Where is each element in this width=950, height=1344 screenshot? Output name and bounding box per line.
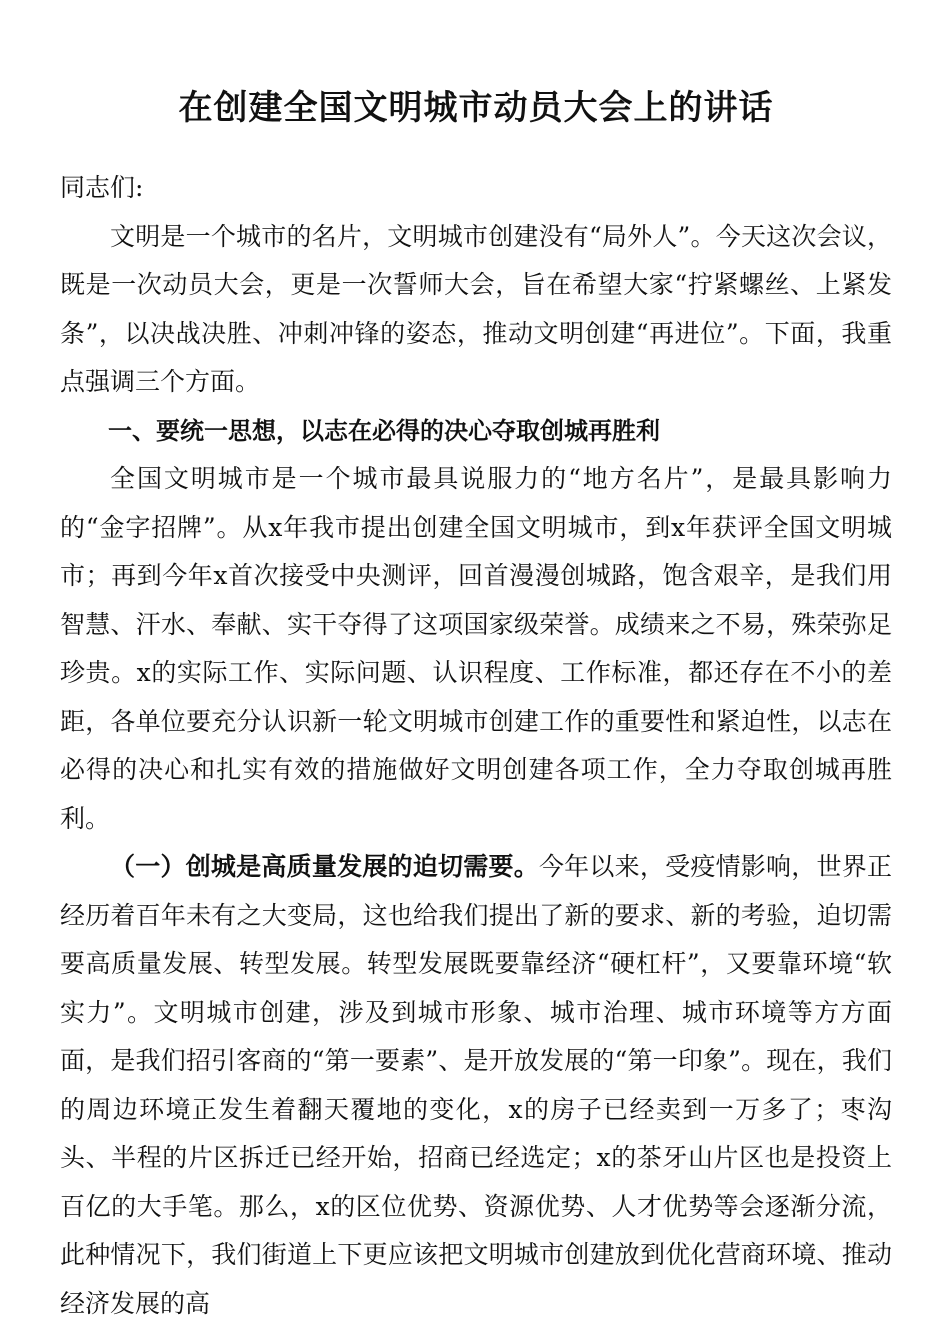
subsection-1-paragraph bbox=[60, 843, 892, 1328]
section-1-paragraph: 全国文明城市是一个城市最具说服力的“地方名片”，是最具影响力的“金字招牌”。从x年我市提出创建全国文明城市，到x年获评全国文明城市；再到今年x首次接受中央测评，回首漫漫创城路，饱含艰辛，是我们用智慧、汗水、奉献、实干夺得了这项国家级荣誉。成绩来之不易，殊荣弥足珍贵。x的实际工作、实际问题、认识程度、工作标准，都还存在不小的差距，各单位要充分认识新一轮文明城市创建工作的重要性和紧迫性，以志在必得的决心和扎实有效的措施做好文明创建各项工作，全力夺取创城再胜利。 bbox=[60, 464, 892, 833]
subsection-1-body: 今年以来，受疫情影响，世界正经历着百年未有之大变局，这也给我们提出了新的要求、新的考验，迫切需要高质量发展、转型发展。转型发展既要靠经济“硬杠杆”，又要靠环境“软实力”。文明城市创建，涉及到城市形象、城市治理、城市环境等方方面面，是我们招引客商的“第一要素”、是开放发展的“第一印象”。现在，我们的周边环境正发生着翻天覆地的变化，x的房子已经卖到一万多了；枣沟头、半程的片区拆迁已经开始，招商已经选定；x的茶牙山片区也是投资上百亿的大手笔。那么，x的区位优势、资源优势、人才优势等会逐渐分流，此种情况下，我们街道上下更应该把文明城市创建放到优化营商环境、推动经济发展的高 bbox=[60, 852, 892, 1318]
document-title: 在创建全国文明城市动员大会上的讲话 bbox=[178, 88, 774, 128]
section-heading-1: 一、要统一思想，以志在必得的决心夺取创城再胜利 bbox=[108, 416, 660, 445]
salutation: 同志们: bbox=[60, 173, 144, 202]
document-page bbox=[60, 80, 892, 1328]
subsection-1-lead: （一）创城是高质量发展的迫切需要。 bbox=[110, 852, 539, 881]
intro-paragraph: 文明是一个城市的名片，文明城市创建没有“局外人”。今天这次会议，既是一次动员大会，更是一次誓师大会，旨在希望大家“拧紧螺丝、上紧发条”，以决战决胜、冲刺冲锋的姿态，推动文明创建“再进位”。下面，我重点强调三个方面。 bbox=[60, 221, 892, 396]
